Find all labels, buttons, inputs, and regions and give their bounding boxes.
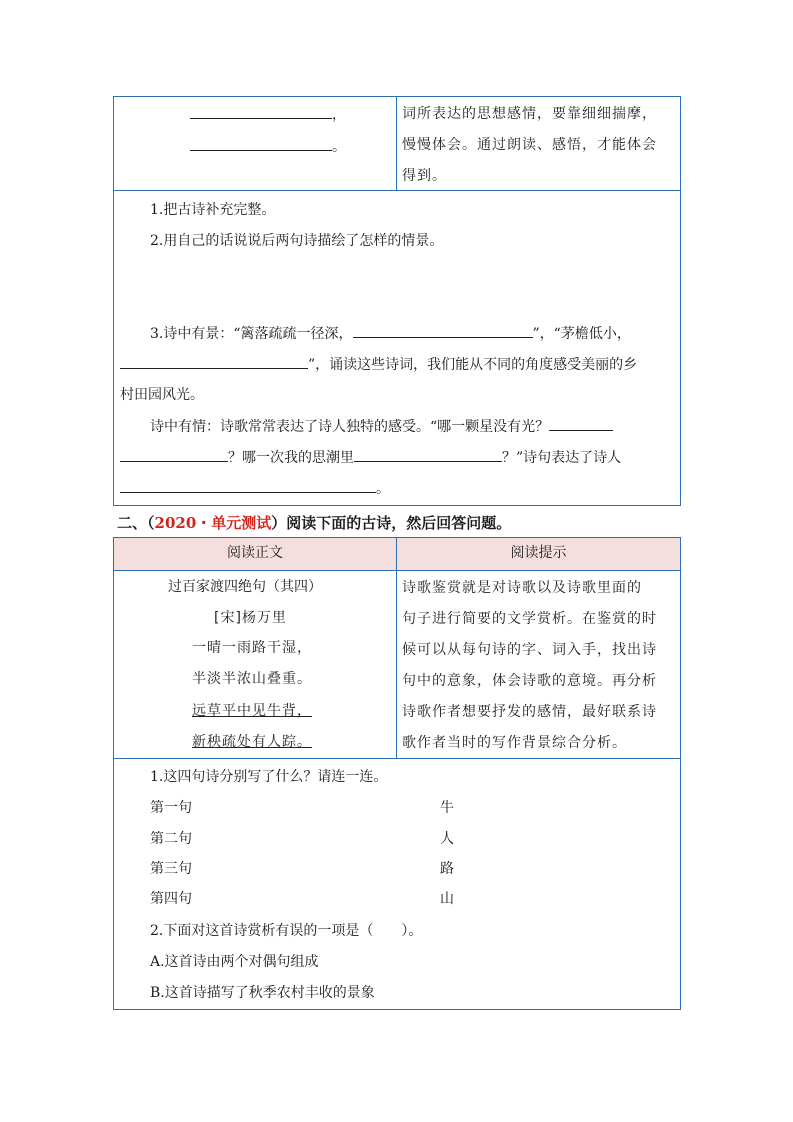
match-left-2[interactable]: 第二句 bbox=[150, 831, 192, 847]
match-right-4[interactable]: 山 bbox=[440, 891, 454, 907]
q4-text: ？哪一次我的思潮里 bbox=[228, 450, 354, 466]
reading-hint-line-3: 候可以从每句诗的字、词入手，找出诗 bbox=[402, 642, 657, 658]
q3-text: ”，诵读这些诗词，我们能从不同的角度感受美丽的乡 bbox=[308, 357, 638, 373]
match-question: 1.这四句诗分别写了什么？请连一连。 bbox=[150, 769, 388, 785]
blank[interactable] bbox=[120, 478, 376, 493]
blank[interactable] bbox=[353, 323, 533, 338]
choice-question: 2.下面对这首诗赏析有误的一项是（ ）。 bbox=[150, 923, 423, 939]
q4-text: 。 bbox=[376, 481, 390, 497]
q4-text: ？”诗句表达了诗人 bbox=[502, 450, 622, 466]
q3-text: 3.诗中有景：“篱落疏疏一径深， bbox=[150, 326, 353, 342]
question-3-line-3: 村田园风光。 bbox=[120, 387, 204, 403]
section-2-title bbox=[117, 512, 511, 533]
blank[interactable] bbox=[120, 447, 228, 462]
blank[interactable] bbox=[190, 136, 332, 151]
poem-author: [宋]杨万里 bbox=[214, 610, 287, 626]
match-left-1[interactable]: 第一句 bbox=[150, 800, 192, 816]
match-right-3[interactable]: 路 bbox=[440, 861, 454, 877]
hint-line-1: 词所表达的思想感情，要靠细细揣摩， bbox=[402, 106, 657, 122]
option-b[interactable]: B.这首诗描写了秋季农村丰收的景象 bbox=[150, 985, 375, 1001]
punctuation: 。 bbox=[332, 139, 346, 155]
punctuation: ， bbox=[332, 107, 346, 123]
poem-line-4: 新秧疏处有人踪。 bbox=[192, 734, 312, 750]
q4-text: 诗中有情：诗歌常常表达了诗人独特的感受。“哪一颗星没有光？ bbox=[150, 419, 550, 435]
reading-row-divider bbox=[113, 758, 681, 759]
question-3-line-1 bbox=[150, 323, 631, 344]
match-left-3[interactable]: 第三句 bbox=[150, 861, 192, 877]
poem-line-2: 半淡半浓山叠重。 bbox=[192, 671, 312, 687]
blank[interactable] bbox=[354, 447, 502, 462]
section-prefix: 二、（ bbox=[117, 514, 155, 532]
question-4-line-2 bbox=[120, 447, 621, 468]
section-instruction: ）阅读下面的古诗，然后回答问题。 bbox=[271, 514, 512, 532]
question-4-line-3 bbox=[120, 478, 390, 499]
hint-line-3: 得到。 bbox=[402, 168, 447, 184]
match-right-2[interactable]: 人 bbox=[440, 831, 454, 847]
top-table bbox=[113, 96, 681, 506]
poem-blank-line-1 bbox=[190, 104, 346, 125]
option-a[interactable]: A.这首诗由两个对偶句组成 bbox=[150, 954, 319, 970]
reading-hint-line-2: 句子进行简要的文学赏析。在鉴赏的时 bbox=[402, 611, 657, 627]
source-tag: 2020・单元测试 bbox=[154, 514, 272, 532]
reading-hint-line-5: 诗歌作者想要抒发的感情，最好联系诗 bbox=[402, 704, 657, 720]
match-right-1[interactable]: 牛 bbox=[440, 800, 454, 816]
reading-hint-line-1: 诗歌鉴赏就是对诗歌以及诗歌里面的 bbox=[402, 580, 642, 596]
poem-line-3: 远草平中见牛背， bbox=[192, 703, 312, 719]
top-table-row-divider bbox=[113, 190, 681, 191]
question-1: 1.把古诗补充完整。 bbox=[150, 202, 276, 218]
poem-title: 过百家渡四绝句（其四） bbox=[168, 579, 322, 595]
question-2: 2.用自己的话说说后两句诗描绘了怎样的情景。 bbox=[150, 233, 444, 249]
poem-line-1: 一晴一雨路干湿， bbox=[192, 640, 312, 656]
question-4-line-1 bbox=[150, 416, 613, 437]
top-table-divider bbox=[396, 96, 397, 191]
header-reading-text: 阅读正文 bbox=[114, 538, 396, 570]
blank[interactable] bbox=[190, 104, 332, 119]
hint-line-2: 慢慢体会。通过朗读、感悟，才能体会 bbox=[402, 137, 657, 153]
reading-hint-line-6: 歌作者当时的写作背景综合分析。 bbox=[402, 735, 627, 751]
q3-text: ”，“茅檐低小， bbox=[532, 326, 631, 342]
header-divider bbox=[113, 570, 681, 571]
poem-blank-line-2 bbox=[190, 136, 346, 157]
question-3-line-2 bbox=[120, 354, 637, 375]
match-left-4[interactable]: 第四句 bbox=[150, 891, 192, 907]
header-reading-hint: 阅读提示 bbox=[397, 538, 680, 570]
blank[interactable] bbox=[120, 354, 308, 369]
reading-hint-line-4: 句中的意象，体会诗歌的意境。再分析 bbox=[402, 673, 657, 689]
blank[interactable] bbox=[549, 416, 613, 431]
